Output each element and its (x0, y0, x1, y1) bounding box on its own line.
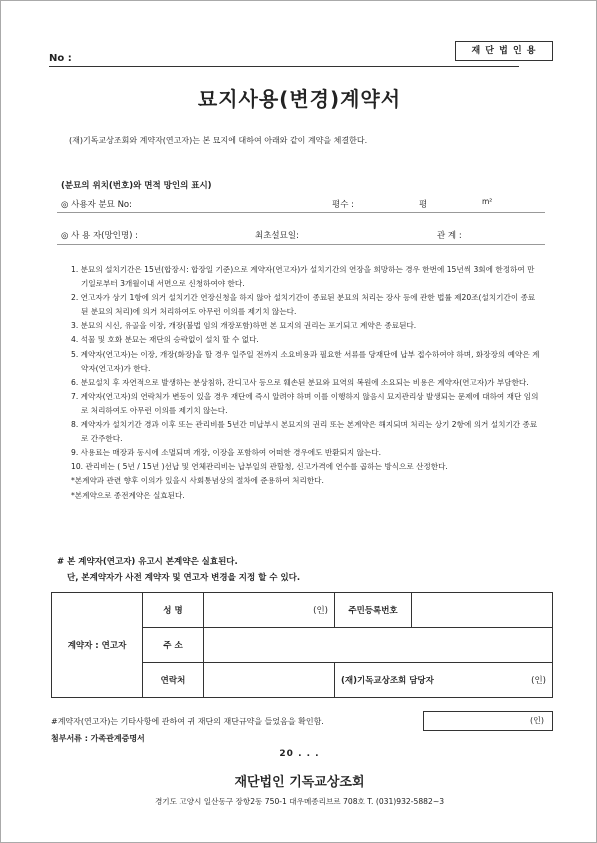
organization-name: 재단법인 기독교상조회 (234, 775, 365, 790)
name-label: 성 명 (143, 593, 204, 628)
contact-label: 연락처 (143, 663, 204, 698)
attachment-label: 첨부서류 : 가족관계증명서 (51, 734, 145, 743)
acknowledgement-text: #계약자(연고자)는 기타사항에 관하여 귀 재단의 재단규약을 들었음을 확인함. (51, 717, 324, 726)
acknowledgement-signature-box[interactable] (423, 711, 553, 731)
deceased-name-label: ◎ 사 용 자(망인명) : (61, 231, 138, 241)
grave-site-label: ◎ 사용자 분묘 No: (61, 200, 133, 210)
term-item: 7. 계약자(연고자)의 연락처가 변동이 있을 경우 재단에 즉시 알려야 하며 이를 이행하지 않음시 묘지관리상 발생되는 문제에 대하여 재단 임의로 처리하여도 아무런 이의를 제기치 않는다. (71, 391, 539, 415)
area-label: 평수 : (332, 200, 354, 210)
manager-seal-mark: (인) (531, 676, 546, 686)
resident-number-label: 주민등록번호 (335, 593, 412, 628)
term-item: 10. 관리비는 ( 5년 / 15년 )선납 및 연체관리비는 납부일의 관할청, 신고가격에 연수를 곱하는 방식으로 산정한다. (71, 462, 448, 472)
pyeong-unit: 평 (419, 200, 428, 210)
term-item: 1. 분묘의 설치기간은 15년(합장시: 합장일 기준)으로 계약자(연고자)가 설치기간의 연장을 희망하는 경우 한번에 15년씩 3회에 한정하여 만기일로부터 3개월이내 서면으로 신청하여야 한다. (71, 265, 535, 289)
document-number-label: No : (49, 53, 72, 64)
address-field[interactable] (204, 628, 553, 663)
address-label: 주 소 (143, 628, 204, 663)
organization-address: 경기도 고양시 일산동구 장항2동 750-1 대우메종리브르 708호 T. (031)932-5882~3 (154, 797, 445, 806)
location-section-heading: (분묘의 위치(번호)와 면적 망인의 표시) (61, 181, 212, 191)
term-note: *본계약으로 종전계약은 실효된다. (71, 490, 185, 500)
row1-underline (57, 212, 545, 213)
declaration-line-1: # 본 계약자(연고자) 유고시 본계약은 실효된다. (57, 557, 238, 567)
term-item: 9. 사용료는 매장과 동시에 소멸되며 개장, 이장을 포함하여 어떠한 경우에도 반환되지 않는다. (71, 448, 382, 458)
contact-field[interactable] (204, 663, 335, 698)
declaration (57, 554, 300, 586)
term-item: 6. 분묘설치 후 자연적으로 발생하는 분상침하, 잔디고사 등으로 훼손된 분묘와 묘역의 복원에 소요되는 비용은 계약자(연고자)가 부담한다. (71, 377, 529, 387)
declaration-line-2: 단, 본계약자가 사전 계약자 및 연고자 변경을 지정 할 수 있다. (67, 573, 301, 583)
resident-number-field[interactable] (412, 593, 553, 628)
term-item: 3. 분묘의 시신, 유골을 이장, 개장(불법 임의 개장포함)하면 본 묘지의 권리는 포기되고 계약은 종료된다. (71, 321, 417, 331)
seal-mark: (인) (313, 606, 328, 616)
term-item: 8. 계약자가 설치기간 경과 이후 또는 관리비를 5년간 미납부시 본묘지의 권리 또는 본계약은 해지되며 처리는 상기 2항에 의거 설치기간 종료로 간주한다. (71, 420, 538, 444)
manager-label: (재)기독교상조회 담당자 (341, 676, 434, 686)
relation-label: 관 계 : (437, 231, 462, 241)
party-label: 계약자 : 연고자 (52, 593, 143, 698)
first-burial-date-label: 최초설묘일: (255, 231, 299, 241)
foundation-use-badge: 재 단 법 인 용 (455, 41, 553, 61)
term-note: *본계약과 관련 향후 이의가 있을시 사회통념상의 절차에 준용하여 처리한다. (71, 476, 324, 486)
contract-date: 20 . . . (279, 749, 320, 759)
term-item: 2. 연고자가 상기 1항에 의거 설치기간 연장신청을 하지 않아 설치기간이 종료된 분묘의 처리는 장사 등에 관한 법률 제20조(설치기간이 종료된 분묘의 처리)에 의거 처리하여도 아무런 이의를 제기치 않는다. (71, 293, 536, 317)
signature-table (51, 592, 553, 698)
term-item: 5. 계약자(연고자)는 이장, 개장(화장)을 할 경우 일주일 전까지 소요비용과 필요한 서류를 당재단에 납부 접수하여야 하며, 화장장의 예약은 계약자(연고자)가 한다. (71, 349, 540, 373)
term-item: 4. 석물 및 호화 분묘는 재단의 승락없이 설치 할 수 없다. (71, 335, 259, 345)
name-field[interactable] (204, 593, 335, 628)
page-title: 묘지사용(변경)계약서 (197, 87, 402, 111)
square-meter-unit: m² (482, 197, 493, 206)
row2-underline (57, 244, 545, 245)
header-divider (49, 66, 519, 67)
contract-terms-list (57, 263, 541, 503)
intro-text: (재)기독교상조회와 계약자(연고자)는 본 묘지에 대하여 아래와 같이 계약을 체결한다. (69, 136, 368, 145)
manager-cell[interactable] (335, 663, 553, 698)
ack-seal-mark: (인) (530, 716, 544, 725)
